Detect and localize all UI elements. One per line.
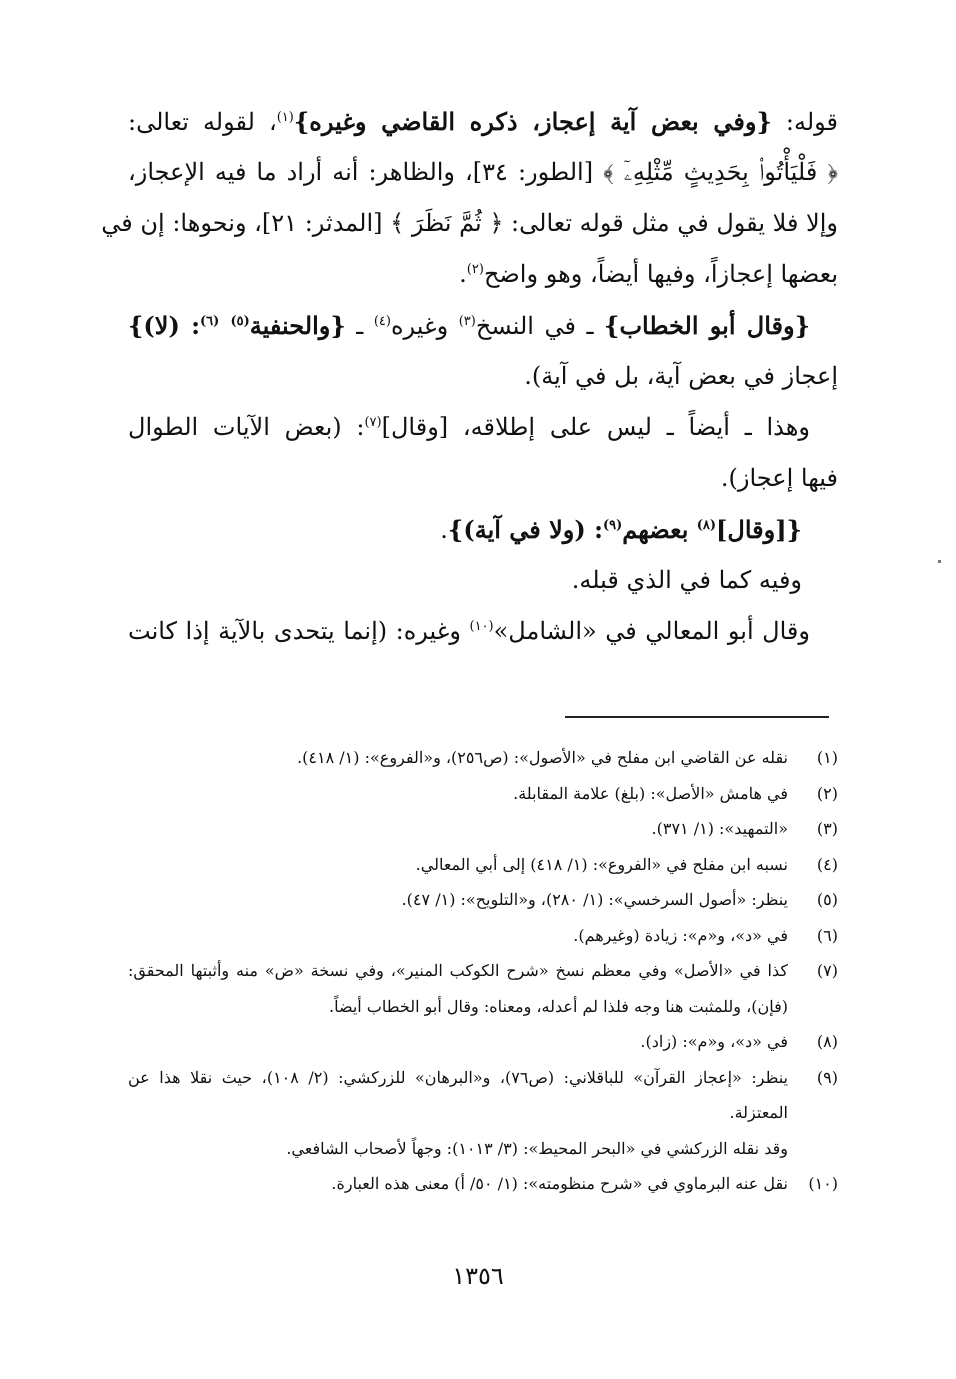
text-line: بعضها إعجازاً، وفيها أيضاً، وهو واضح$^{(٢)}$. xyxy=(459,260,838,288)
footnote-5 xyxy=(128,882,838,918)
footnote-10 xyxy=(128,1166,838,1202)
footnote-separator xyxy=(565,716,829,718)
footnote-text: في هامش «الأصل»: (بلغ) علامة المقابلة. xyxy=(513,783,788,803)
footnote-8 xyxy=(128,1024,838,1060)
footnote-number: (٨) xyxy=(816,1032,838,1051)
footnote-ref: (١) xyxy=(276,110,294,125)
footnote-text: نسبه ابن مفلح في «الفروع»: (١/ ٤١٨) إلى أبي المعالي. xyxy=(415,854,788,874)
footnote-ref: (٤) xyxy=(373,314,391,329)
matn-text: {والحنفية$^{(٥)}$ $^{(٦)}$: (لا)} xyxy=(128,311,346,340)
text-line: {[وقال]$^{(٨)}$ بعضهم$^{(٩)}$: (ولا في آية)}. xyxy=(440,515,802,544)
footnote-ref: (١٠) xyxy=(469,619,494,634)
footnote-number: (٧) xyxy=(816,961,838,980)
text-line: {وقال أبو الخطاب} ـ في النسخ$^{(٣)}$ وغيره$^{(٤)}$ ـ {والحنفية$^{(٥)}$ $^{(٦)}$: (لا)} xyxy=(128,311,811,340)
footnote-ref: (٧) xyxy=(364,415,382,430)
footnote-number: (٩) xyxy=(816,1067,838,1087)
footnote-1 xyxy=(128,740,838,776)
footnote-number: (٢) xyxy=(816,783,838,803)
footnote-text: ينظر: «أصول السرخسي»: (١/ ٢٨٠)، و«التلويح»: (١/ ٤٧). xyxy=(401,890,788,909)
footnote-number: (٥) xyxy=(816,890,838,909)
footnote-number: (٣) xyxy=(816,819,838,838)
footnote-text: كذا في «الأصل» وفي معظم نسخ «شرح الكوكب المنير»، وفي نسخة «ض» منه وأثبتها المحقق: (فإن)، وللمثبت هنا وجه فلذا لم أعدله، ومعناه: وقال أبو الخطاب أيضاً. xyxy=(128,961,788,1016)
footnote-ref: (٣) xyxy=(458,314,476,329)
footnote-text: في «د»، و«م»: (زاد). xyxy=(640,1032,788,1051)
footnote-ref: (٢) xyxy=(466,262,484,277)
footnotes xyxy=(128,740,838,1202)
text-line: وفيه كما في الذي قبله. xyxy=(571,566,802,594)
footnote-6 xyxy=(128,918,838,954)
matn-text: {[وقال]$^{(٨)}$ بعضهم$^{(٩)}$: (ولا في آية)} xyxy=(447,515,802,544)
text-line: فيها إعجاز). xyxy=(720,464,838,492)
footnote-7 xyxy=(128,953,838,1024)
footnote-number: (٤) xyxy=(816,854,838,874)
footnote-ref: (٩) xyxy=(602,518,623,533)
footnote-text: في «د»، و«م»: زيادة (وغيرهم). xyxy=(573,925,788,945)
footnote-ref: (٨) xyxy=(696,518,717,533)
text-line: قوله: {وفي بعض آية إعجاز، ذكره القاضي وغيره}$^{(١)}$، لقوله تعالى: xyxy=(128,107,839,136)
footnote-4 xyxy=(128,847,838,883)
footnote-text: نقله عن القاضي ابن مفلح في «الأصول»: (ص٢٥٦)، و«الفروع»: (١/ ٤١٨). xyxy=(297,748,788,767)
text-line: ﴿ فَلْيَأْتُوا۟ بِحَدِيثٍ مِّثْلِهِۦٓ ﴾ [الطور: ٣٤]، والظاهر: أنه أراد ما فيه الإعجاز، xyxy=(128,158,838,186)
footnote-ref: (٦) xyxy=(199,314,220,329)
footnote-text: ينظر: «إعجاز القرآن» للباقلاني: (ص٧٦)، و«البرهان» للزركشي: (٢/ ١٠٨)، حيث نقلا هذا عن المعتزلة. xyxy=(128,1067,789,1122)
matn-text: {وفي بعض آية إعجاز، ذكره القاضي وغيره} xyxy=(293,107,772,136)
footnote-ref: (٥) xyxy=(230,314,250,329)
text-line: إعجاز في بعض آية، بل في آية). xyxy=(524,362,838,390)
text-line: وهذا ـ أيضاً ـ ليس على إطلاقه، [وقال]$^{(٧)}$: (بعض الآيات الطوال xyxy=(128,413,811,441)
footnote-text: «التمهيد»: (١/ ٣٧١). xyxy=(651,819,788,838)
main-text xyxy=(101,96,839,657)
text-line: وإلا فلا يقول في مثل قوله تعالى: ﴿ ثُمَّ نَظَرَ ﴾ [المدثر: ٢١]، ونحوها: إن في xyxy=(101,209,838,237)
footnote-3 xyxy=(128,811,838,847)
page-number: ١٣٥٦ xyxy=(452,1262,504,1290)
text-line: وقال أبو المعالي في «الشامل»$^{(١٠)}$ وغيره: (إنما يتحدى بالآية إذا كانت xyxy=(128,617,810,645)
footnote-9 xyxy=(128,1060,838,1131)
footnote-text: وقد نقله الزركشي في «البحر المحيط»: (٣/ ١٠١٣): وجهاً لأصحاب الشافعي. xyxy=(286,1138,788,1158)
footnote-text: نقل عنه البرماوي في «شرح منظومته»: (١/ ٥٠/ أ) معنى هذه العبارة. xyxy=(331,1174,788,1193)
footnote-9-continuation xyxy=(128,1131,838,1167)
scan-speck xyxy=(938,560,941,563)
footnote-number: (١) xyxy=(816,748,838,767)
matn-text: {وقال أبو الخطاب} xyxy=(604,311,811,340)
footnote-number: (١٠) xyxy=(808,1174,838,1193)
footnote-number: (٦) xyxy=(816,925,838,945)
footnote-2 xyxy=(128,776,838,812)
